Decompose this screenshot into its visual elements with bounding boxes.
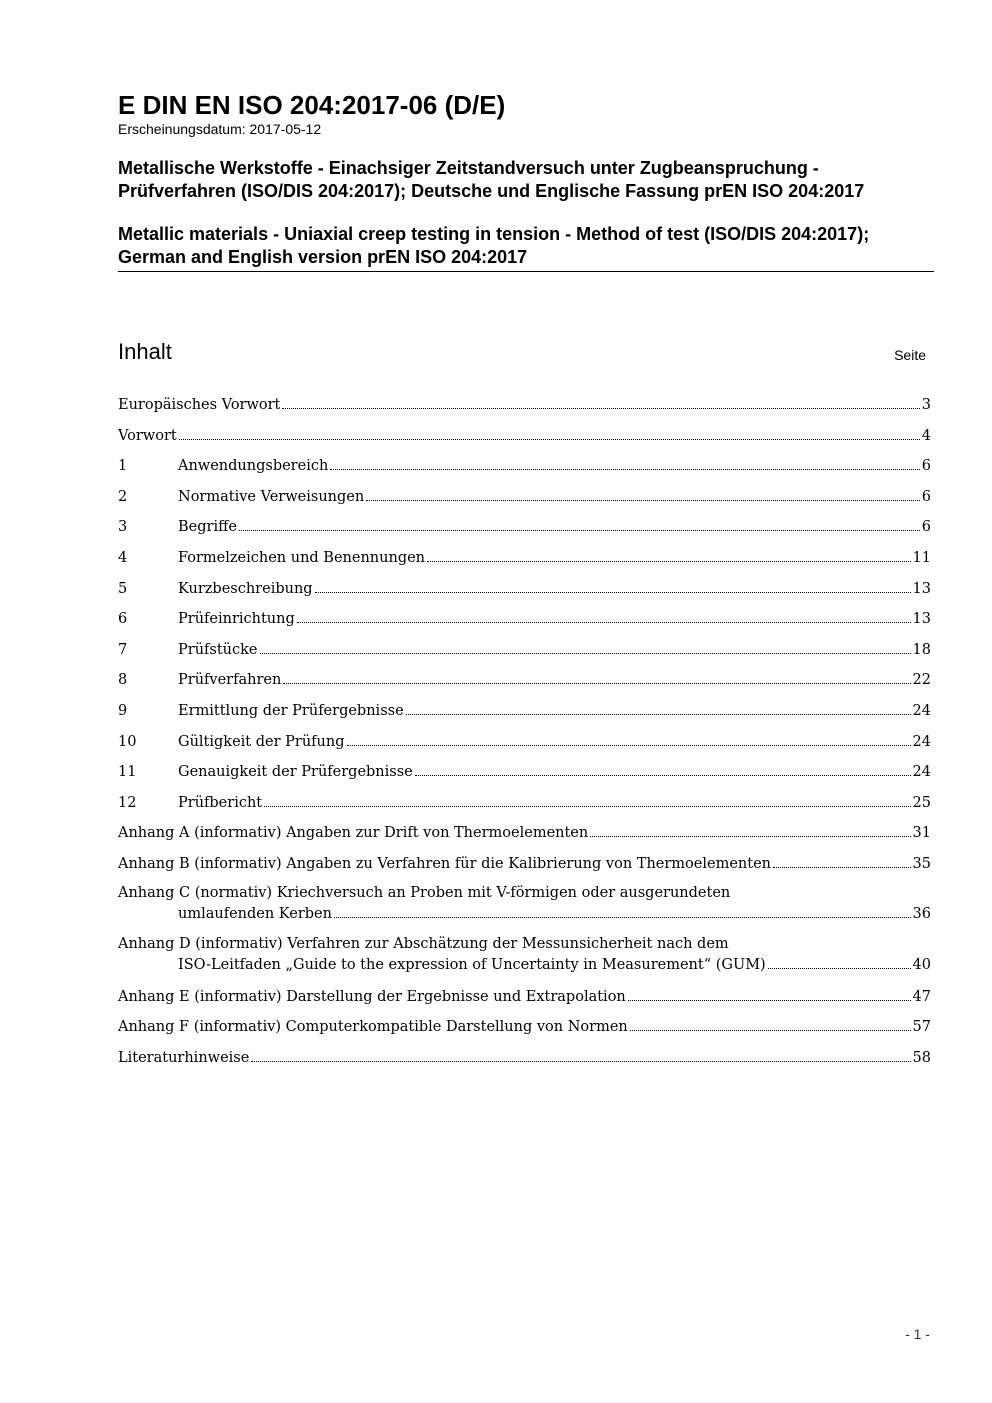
toc-entry-number: 12 <box>118 794 137 811</box>
toc-entry-label: Anhang F (informativ) Computerkompatible Darstellung von Normen <box>118 1019 628 1036</box>
toc-entry-label: Anhang C (normativ) Kriechversuch an Proben mit V-förmigen oder ausgerundeten <box>118 884 731 901</box>
toc-dot-leader <box>415 765 911 776</box>
toc-entry-label-continued: umlaufenden Kerben <box>178 905 332 922</box>
toc-entry[interactable] <box>118 1046 931 1077</box>
toc-dot-leader <box>330 459 919 470</box>
toc-entry-page: 4 <box>921 427 931 444</box>
toc-entry-page: 24 <box>912 733 931 750</box>
toc-entry-label: Formelzeichen und Benennungen <box>178 549 426 566</box>
toc-dot-leader <box>283 673 910 684</box>
toc-entry-label: Prüfstücke <box>178 641 258 658</box>
toc-entry[interactable] <box>118 760 931 791</box>
toc-dot-leader <box>427 551 911 562</box>
toc-entry[interactable] <box>118 485 931 516</box>
toc-dot-leader <box>334 907 911 918</box>
title-english: Metallic materials - Uniaxial creep testing in tension - Method of test (ISO/DIS 204:2017); German and English version prEN ISO 204:2017 <box>118 223 934 272</box>
toc-entry[interactable] <box>118 1015 931 1046</box>
toc-entry-page: 22 <box>912 672 931 689</box>
toc-entry-label: Normative Verweisungen <box>178 488 365 505</box>
toc-entry[interactable] <box>118 852 931 883</box>
toc-dot-leader <box>179 429 920 440</box>
toc-entry-page: 18 <box>912 641 931 658</box>
toc-entry-label: Prüfeinrichtung <box>178 611 295 628</box>
toc-entry-page: 6 <box>921 488 931 505</box>
toc-entry[interactable] <box>118 607 931 638</box>
toc-dot-leader <box>590 826 910 837</box>
toc-entry-label: Prüfbericht <box>178 794 263 811</box>
toc-entry-number: 6 <box>118 611 128 628</box>
toc-dot-leader <box>251 1051 910 1062</box>
toc-entry-label: Anwendungsbereich <box>178 458 329 475</box>
toc-dot-leader <box>366 490 920 501</box>
toc-entry[interactable] <box>118 424 931 455</box>
toc-entry-page: 24 <box>912 764 931 781</box>
toc-dot-leader <box>260 643 911 654</box>
toc-entry-page: 6 <box>921 458 931 475</box>
toc-entry-page: 57 <box>912 1019 931 1036</box>
toc-title: Inhalt <box>118 339 172 364</box>
toc-entry[interactable] <box>118 985 931 1016</box>
toc-dot-leader <box>630 1020 911 1031</box>
toc-entry-label: Anhang A (informativ) Angaben zur Drift von Thermoelementen <box>118 825 589 842</box>
toc-entry-label: Genauigkeit der Prüfergebnisse <box>178 764 413 781</box>
toc-heading <box>118 338 926 368</box>
toc-entry-label-continued: ISO-Leitfaden „Guide to the expression of Uncertainty in Measurement“ (GUM) <box>178 956 766 973</box>
toc-entry-page: 25 <box>912 794 931 811</box>
toc-entry-page: 58 <box>912 1049 931 1066</box>
toc-entry-number: 7 <box>118 641 128 658</box>
toc-entry[interactable] <box>118 638 931 669</box>
toc-entry-label: Europäisches Vorwort <box>118 397 281 413</box>
toc-entry[interactable] <box>118 393 931 424</box>
toc-entry[interactable] <box>118 883 931 934</box>
page-number: - 1 - <box>905 1326 930 1342</box>
toc-entry-page: 11 <box>912 549 931 566</box>
toc-entry-number: 4 <box>118 549 128 566</box>
toc-entry-label: Literaturhinweise <box>118 1049 250 1066</box>
toc-entry-label: Gültigkeit der Prüfung <box>178 733 345 750</box>
toc-entry-number: 9 <box>118 702 128 719</box>
toc-entry[interactable] <box>118 515 931 546</box>
toc-entry-number: 1 <box>118 458 128 475</box>
toc-entry-label: Anhang D (informativ) Verfahren zur Abschätzung der Messunsicherheit nach dem <box>118 935 729 952</box>
toc-entry-label: Begriffe <box>178 519 237 536</box>
toc-dot-leader <box>773 857 911 868</box>
document-header <box>118 90 934 272</box>
toc-entry-number: 5 <box>118 580 128 597</box>
toc-dot-leader <box>239 520 920 531</box>
toc-dot-leader <box>264 796 910 807</box>
toc-entry-number: 2 <box>118 488 128 505</box>
toc-entry-number: 10 <box>118 733 137 750</box>
toc-entry-page: 36 <box>912 905 931 922</box>
toc-entry-label: Kurzbeschreibung <box>178 580 313 597</box>
toc-dot-leader <box>282 398 919 409</box>
toc-page-column-label: Seite <box>894 347 926 363</box>
toc-entry-number: 8 <box>118 672 128 689</box>
toc-dot-leader <box>406 704 911 715</box>
toc-entry[interactable] <box>118 730 931 761</box>
toc-entry-label: Ermittlung der Prüfergebnisse <box>178 702 404 719</box>
toc-entry-page: 47 <box>912 988 931 1005</box>
toc-entry-label: Anhang E (informativ) Darstellung der Ergebnisse und Extrapolation <box>118 988 626 1005</box>
toc-entry[interactable] <box>118 577 931 608</box>
publication-date: Erscheinungsdatum: 2017-05-12 <box>118 121 322 137</box>
toc-entry-number: 3 <box>118 519 128 536</box>
toc-entry[interactable] <box>118 699 931 730</box>
toc-entry-number: 11 <box>118 764 137 781</box>
toc-entry-page: 6 <box>921 519 931 536</box>
toc-dot-leader <box>315 582 911 593</box>
toc-dot-leader <box>768 958 911 969</box>
title-german: Metallische Werkstoffe - Einachsiger Zeitstandversuch unter Zugbeanspruchung - Prüfverfahren (ISO/DIS 204:2017); Deutsche und Englische Fassung prEN ISO 204:2017 <box>118 158 865 201</box>
toc-entry[interactable] <box>118 668 931 699</box>
toc-entry-page: 31 <box>912 825 931 842</box>
toc-entry-page: 13 <box>912 611 931 628</box>
document-title: E DIN EN ISO 204:2017-06 (D/E) <box>118 90 506 120</box>
toc-entry-label: Vorwort <box>118 427 177 444</box>
toc-entry-page: 24 <box>912 702 931 719</box>
toc-entry[interactable] <box>118 546 931 577</box>
toc-entry-label: Anhang B (informativ) Angaben zu Verfahren für die Kalibrierung von Thermoelementen <box>118 855 771 872</box>
toc-entry[interactable] <box>118 791 931 822</box>
toc-dot-leader <box>628 990 911 1001</box>
toc-entry[interactable] <box>118 454 931 485</box>
toc-dot-leader <box>347 735 911 746</box>
toc-entry-page: 3 <box>921 397 931 413</box>
toc-entry-page: 40 <box>912 956 931 973</box>
table-of-contents <box>118 393 931 1076</box>
toc-entry-page: 35 <box>912 855 931 872</box>
toc-entry[interactable] <box>118 821 931 852</box>
toc-entry[interactable] <box>118 934 931 985</box>
toc-entry-label: Prüfverfahren <box>178 672 282 689</box>
toc-entry-page: 13 <box>912 580 931 597</box>
toc-dot-leader <box>297 612 911 623</box>
